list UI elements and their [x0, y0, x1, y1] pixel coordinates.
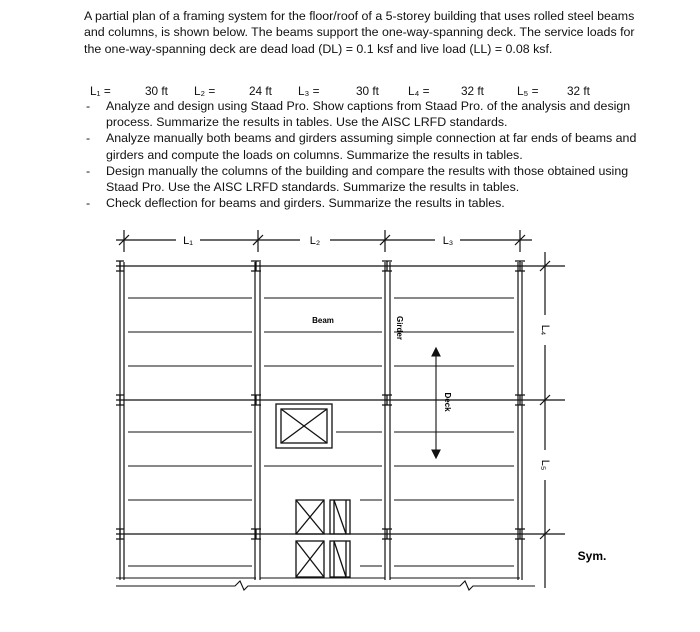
dim-label-l2: L₂: [309, 235, 321, 247]
openings: [276, 404, 350, 577]
right-dimension-line: [535, 252, 565, 588]
dim-label-l3: L₃: [442, 235, 454, 247]
symmetry-label: Sym.: [577, 549, 607, 563]
beams: [128, 298, 514, 566]
length-l3-value: 30 ft: [356, 84, 379, 98]
length-l2-label: L₂ =: [194, 84, 216, 98]
length-l4-value: 32 ft: [461, 84, 484, 98]
dim-label-l1: L₁: [183, 235, 193, 247]
deck-label: Deck: [442, 392, 452, 412]
dim-label-l4: L₄: [539, 324, 552, 336]
length-l4-label: L₄ =: [408, 84, 430, 98]
length-l2-value: 24 ft: [249, 84, 272, 98]
length-l1-label: L₁ =: [90, 84, 111, 98]
bullet: -: [86, 196, 91, 211]
problem-intro: A partial plan of a framing system for the floor/roof of a 5-storey building that uses rolled steel beams and columns, is shown below. The beams support the one-way-spanning deck. The service loads for the one-way-spanning deck are dead load (DL) = 0.1 ksf and live load (LL) = 0.08 ksf.: [84, 9, 635, 56]
length-l1-value: 30 ft: [145, 84, 168, 98]
bullet: -: [86, 99, 91, 113]
bullet: -: [86, 163, 91, 178]
task-text: Design manually the columns of the building and compare the results with those obtained using Staad Pro. Use the AISC LRFD standards. Summarize the results in tables.: [106, 163, 629, 195]
girders: [116, 266, 535, 534]
length-l5-label: L₅ =: [517, 84, 539, 98]
break-lines: [116, 578, 535, 590]
length-l5-value: 32 ft: [567, 84, 590, 98]
deck-span-arrow: [432, 348, 440, 458]
length-l3-label: L₃ =: [298, 84, 320, 98]
bullet: -: [86, 131, 91, 146]
task-text: Check deflection for beams and girders. Summarize the results in tables.: [106, 196, 505, 211]
top-dimension-line: [116, 230, 532, 252]
beam-label: Beam: [312, 316, 334, 325]
task-text: Analyze and design using Staad Pro. Show captions from Staad Pro. of the analysis and design process. Summarize the results in tables. Use the AISC LRFD standards.: [106, 99, 631, 130]
dim-label-l5: L₅: [539, 459, 552, 471]
column-lines: [120, 262, 522, 580]
task-text: Analyze manually both beams and girders assuming simple connection at far ends of beams and girders and compute the loads on columns. Summarize the results in tables.: [106, 131, 637, 162]
girder-label: Girder: [394, 315, 404, 341]
